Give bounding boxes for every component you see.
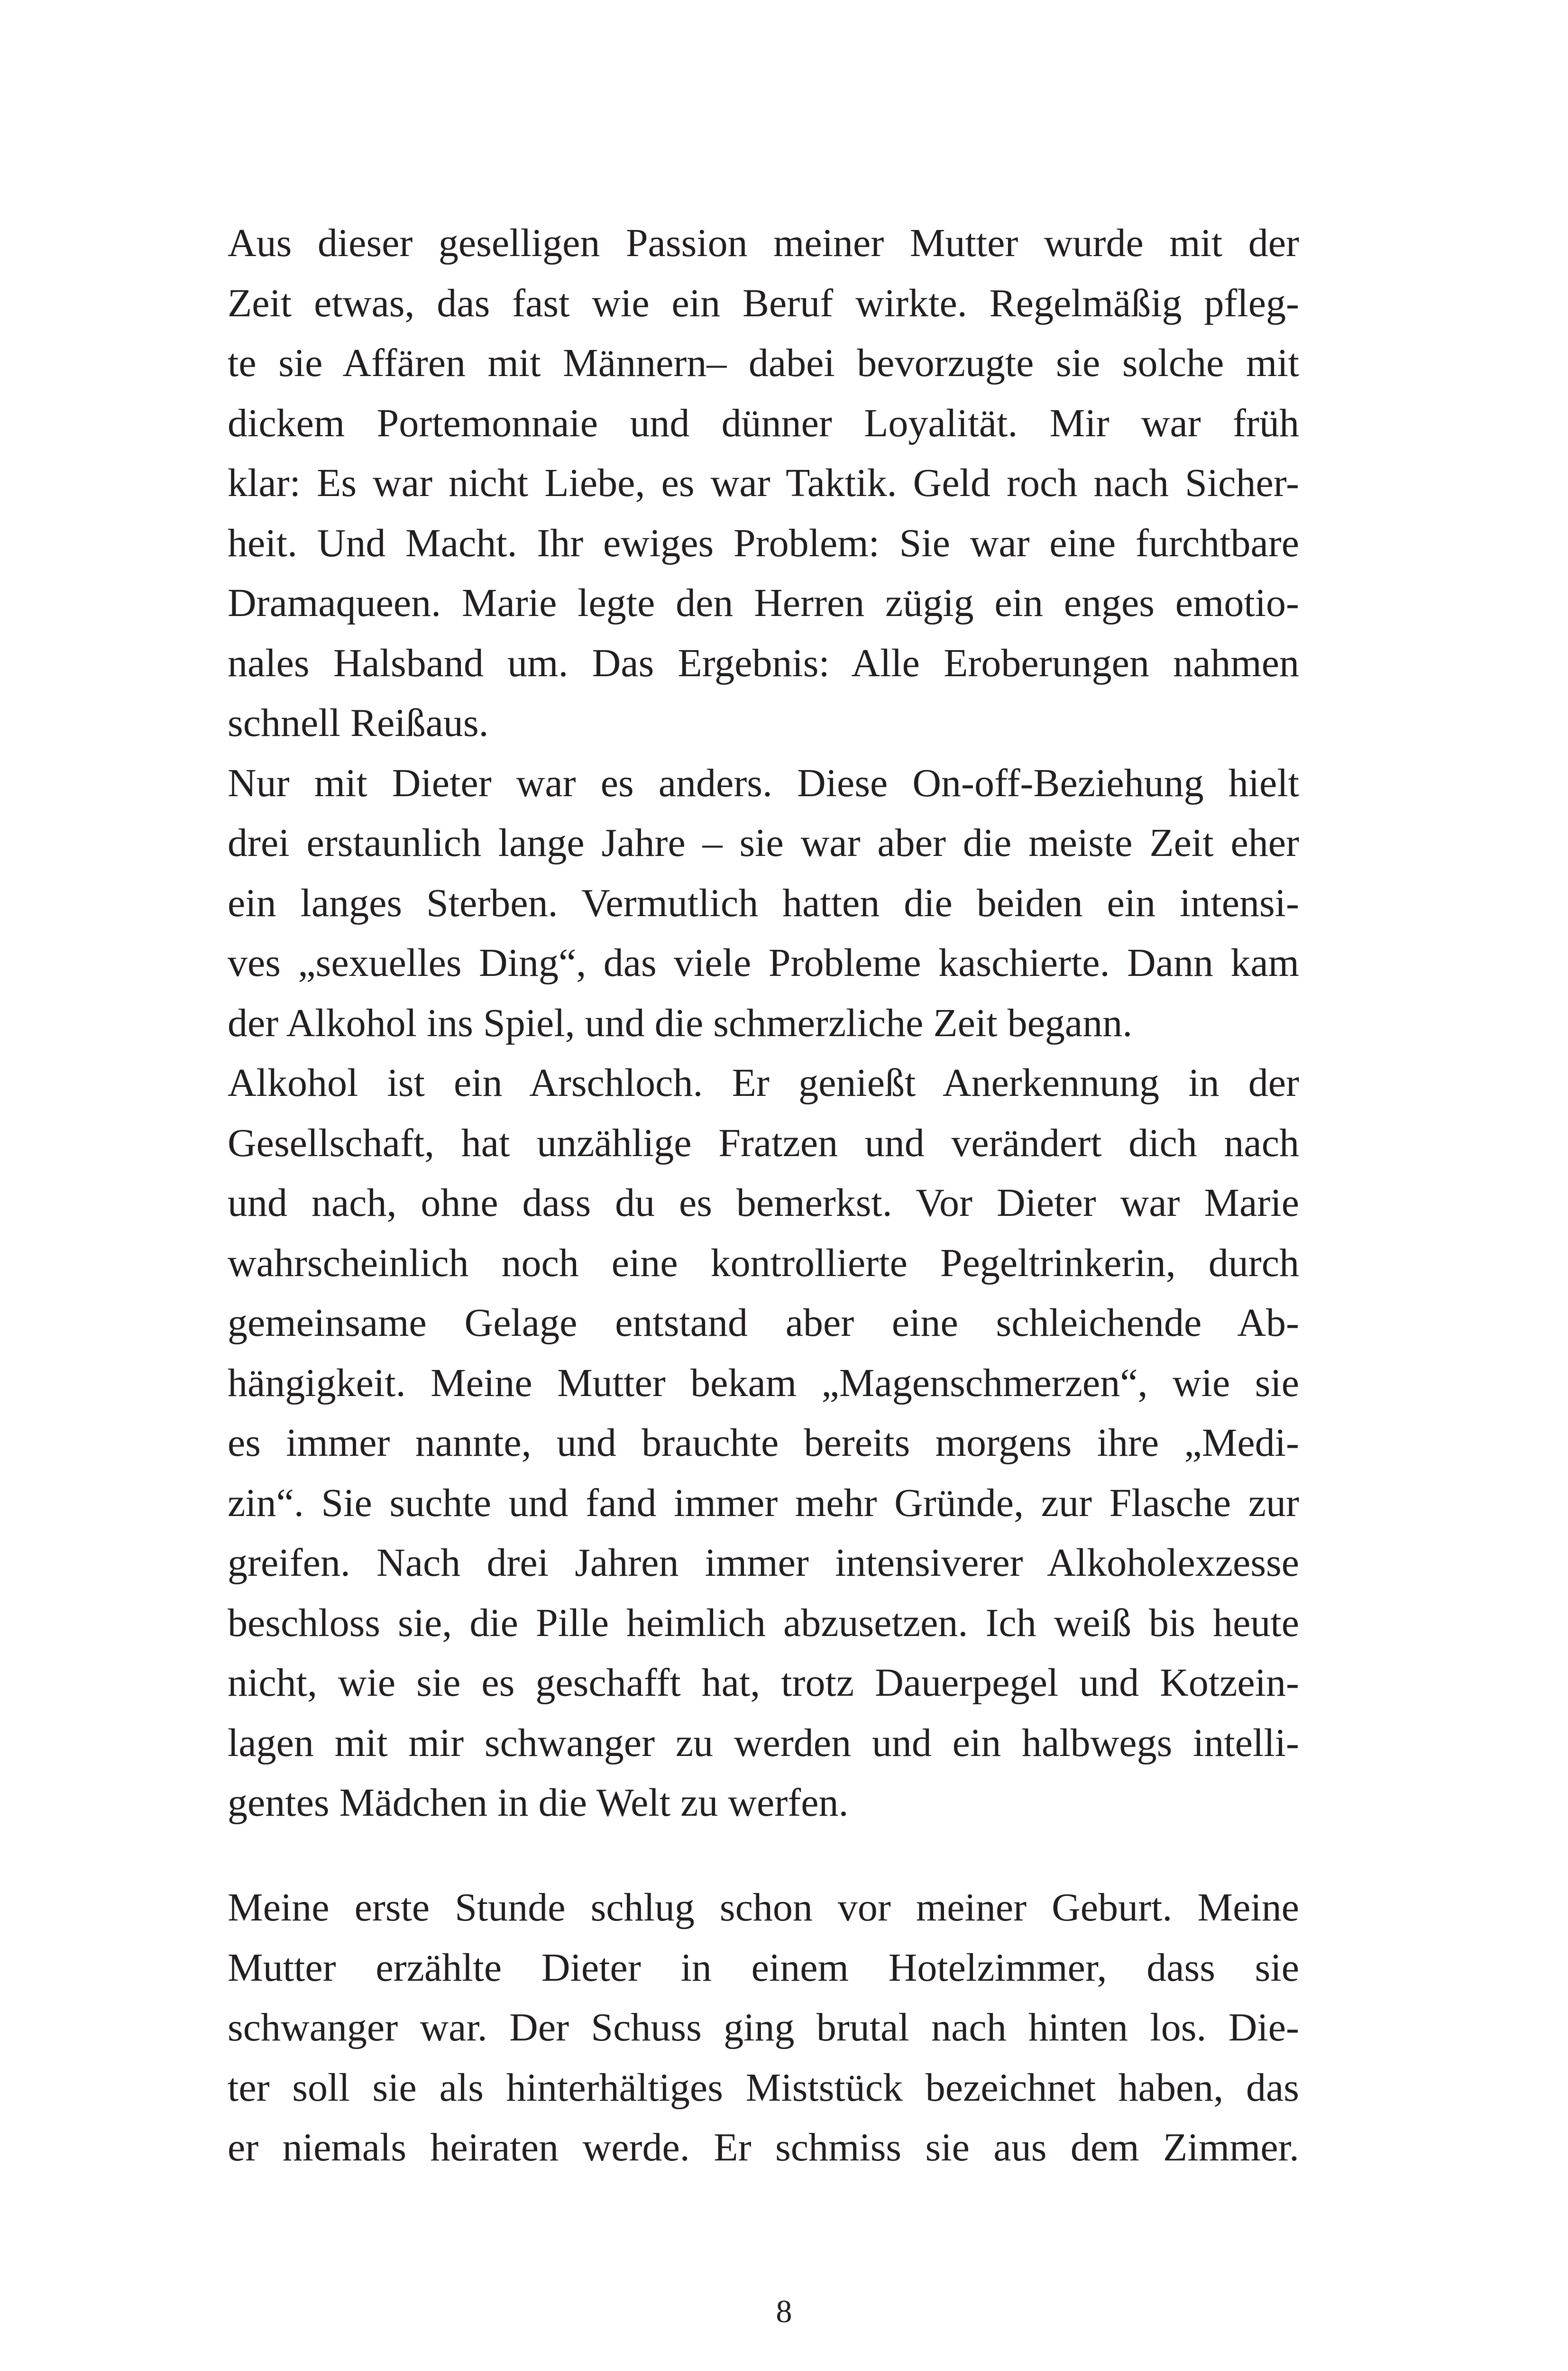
text-line: zin“. Sie suchte und fand immer mehr Gründe, zur Flasche zur — [228, 1480, 1299, 1525]
text-line: beschloss sie, die Pille heimlich abzusetzen. Ich weiß bis heute — [228, 1600, 1299, 1645]
text-line: Meine erste Stunde schlug schon vor meiner Geburt. Meine — [228, 1885, 1299, 1930]
text-line: drei erstaunlich lange Jahre – sie war aber die meiste Zeit eher — [228, 821, 1299, 865]
text-line: lagen mit mir schwanger zu werden und ein halbwegs intelli- — [228, 1720, 1299, 1765]
text-line: und nach, ohne dass du es bemerkst. Vor Dieter war Marie — [228, 1181, 1299, 1225]
text-line: dickem Portemonnaie und dünner Loyalität. Mir war früh — [228, 401, 1299, 445]
text-line: greifen. Nach drei Jahren immer intensiverer Alkoholexzesse — [228, 1541, 1299, 1585]
text-line: Aus dieser geselligen Passion meiner Mutter wurde mit der — [228, 221, 1299, 265]
text-line: Gesellschaft, hat unzählige Fratzen und verändert dich nach — [228, 1121, 1299, 1165]
text-line: schnell Reißaus. — [228, 701, 489, 745]
text-line: der Alkohol ins Spiel, und die schmerzliche Zeit begann. — [228, 1001, 1133, 1045]
text-line: klar: Es war nicht Liebe, es war Taktik. Geld roch nach Sicher- — [228, 461, 1299, 505]
text-line: gemeinsame Gelage entstand aber eine schleichende Ab- — [228, 1301, 1299, 1345]
text-line: Mutter erzählte Dieter in einem Hotelzimmer, dass sie — [228, 1945, 1299, 1990]
text-line: heit. Und Macht. Ihr ewiges Problem: Sie war eine furchtbare — [228, 521, 1299, 565]
text-line: ves „sexuelles Ding“, das viele Probleme kaschierte. Dann kam — [228, 941, 1299, 985]
text-line: Alkohol ist ein Arschloch. Er genießt Anerkennung in der — [228, 1061, 1299, 1105]
text-line: hängigkeit. Meine Mutter bekam „Magenschmerzen“, wie sie — [228, 1360, 1299, 1405]
text-line: Dramaqueen. Marie legte den Herren zügig ein enges emotio- — [228, 581, 1299, 625]
text-line: wahrscheinlich noch eine kontrollierte Pegeltrinkerin, durch — [228, 1241, 1299, 1285]
page-number: 8 — [776, 2293, 792, 2329]
text-line: nales Halsband um. Das Ergebnis: Alle Eroberungen nahmen — [228, 641, 1299, 685]
text-line: es immer nannte, und brauchte bereits morgens ihre „Medi- — [228, 1421, 1299, 1465]
text-line: Zeit etwas, das fast wie ein Beruf wirkte. Regelmäßig pfleg- — [228, 281, 1299, 325]
text-line: gentes Mädchen in die Welt zu werfen. — [228, 1781, 849, 1825]
text-line: te sie Affären mit Männern– dabei bevorzugte sie solche mit — [228, 341, 1299, 385]
text-line: Nur mit Dieter war es anders. Diese On-off-Beziehung hielt — [228, 761, 1299, 805]
body-text-section-1 — [228, 213, 1299, 1833]
text-line: nicht, wie sie es geschafft hat, trotz Dauerpegel und Kotzein- — [228, 1661, 1299, 1705]
text-line: ter soll sie als hinterhältiges Miststück bezeichnet haben, das — [228, 2065, 1299, 2110]
text-line: schwanger war. Der Schuss ging brutal nach hinten los. Die- — [228, 2005, 1299, 2049]
text-line: ein langes Sterben. Vermutlich hatten die beiden ein intensi- — [228, 881, 1299, 925]
text-line: er niemals heiraten werde. Er schmiss sie aus dem Zimmer. — [228, 2125, 1299, 2169]
body-text-section-2 — [228, 1878, 1299, 2178]
